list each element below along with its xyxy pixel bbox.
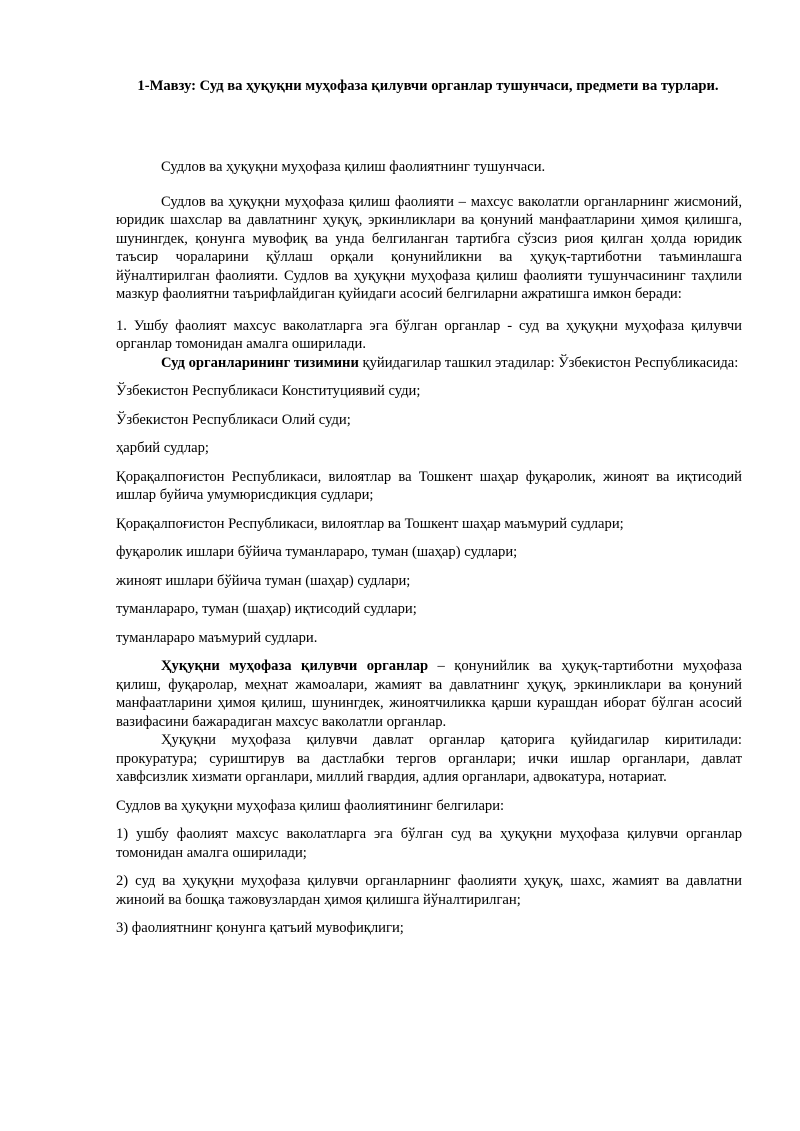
document-body (116, 158, 742, 938)
paragraph-courts-system (116, 354, 742, 373)
paragraph-state-bodies: Ҳуқуқни муҳофаза қилувчи давлат органлар қаторига қуйидагилар киритилади: прокуратура; суриштирув ва дастлабки тергов органлари; ички ишлар органлари, давлат хавфсизлик хизмати органлари, миллий гвардия, адлия органлари, адвокатура, нотариат. (116, 732, 742, 785)
feature-item: 3) фаолиятнинг қонунга қатъий мувофиқлиги; (116, 920, 404, 936)
features-heading: Судлов ва ҳуқуқни муҳофаза қилиш фаолиятининг белгилари: (116, 797, 505, 814)
paragraph-definition: Судлов ва ҳуқуқни муҳофаза қилиш фаолияти – махсус ваколатли органларнинг жисмоний, юридик шахслар ва давлатнинг ҳуқуқ, эркинликлари ва қонуний манфаатларини ҳимоя қилишга, шунингдек, қонунга мувофиқ ва унда белгиланган тартибга сўзсиз риоя қилган ҳолда юридик таъсир чораларини қўллаш орқали қонунийликни ва ҳуқуқ-тартиботни таъминлашга йўналтирилган фаолияти. Судлов ва ҳуқуқни муҳофаза қилиш фаолияти тушунчасининг таҳлили мазкур фаолиятни таърифлайдиган қуйидаги асосий белгиларни ажратишга имкон беради: (116, 193, 742, 302)
court-list-item: ҳарбий судлар; (116, 440, 209, 456)
law-enforcement-bold: Ҳуқуқни муҳофаза қилувчи органлар (161, 658, 429, 674)
paragraph-point-1: 1. Ушбу фаолият махсус ваколатларга эга бўлган органлар - суд ва ҳуқуқни муҳофаза қилувчи органлар томонидан амалга оширилади. (116, 317, 742, 352)
court-list-item: туманлараро, туман (шаҳар) иқтисодий судлари; (116, 601, 417, 617)
court-list-item: Ўзбекистон Республикаси Конституциявий суди; (116, 383, 421, 399)
paragraph-law-enforcement (116, 657, 742, 731)
court-list-item: жиноят ишлари бўйича туман (шаҳар) судлари; (116, 572, 411, 589)
court-list-item: Қорақалпоғистон Республикаси, вилоятлар ва Тошкент шаҳар фуқаролик, жиноят ва иқтисодий ишлар буйича умумюрисдикция судлари; (116, 468, 742, 503)
document-title: 1-Мавзу: Суд ва ҳуқуқни муҳофаза қилувчи органлар тушунчаси, предмети ва турлари. (137, 78, 719, 94)
court-list-item: фуқаролик ишлари бўйича туманлараро, туман (шаҳар) судлари; (116, 544, 518, 560)
court-list-item: туманлараро маъмурий судлари. (116, 629, 318, 646)
feature-item: 1) ушбу фаолият махсус ваколатларга эга бўлган суд ва ҳуқуқни муҳофаза қилувчи органлар томонидан амалга оширилади; (116, 826, 742, 861)
court-list-item: Қорақалпоғистон Республикаси, вилоятлар ва Тошкент шаҳар маъмурий судлари; (116, 515, 624, 532)
feature-item: 2) суд ва ҳуқуқни муҳофаза қилувчи органларнинг фаолияти ҳуқуқ, шахс, жамият ва давлатни жиноий ва бошқа тажовузлардан ҳимоя қилишга йўналтирилган; (116, 873, 742, 908)
courts-system-bold: Суд органларининг тизимини (161, 354, 359, 371)
courts-system-text: қуйидагилар ташкил этадилар: Ўзбекистон Республикасида: (358, 354, 739, 371)
law-enforcement-text: – қонунийлик ва ҳуқуқ-тартиботни муҳофаза қилиш, фуқаролар, меҳнат жамоалари, жамият ва давлатнинг ҳуқуқ, эркинликлари ва қонуний манфаатларини ҳимоя қилиш, шунингдек, жиноятчиликка қарши курашдан иборат бўлган асосий вазифасини бажарадиган махсус ваколатли органлар. (116, 658, 742, 730)
court-list-item: Ўзбекистон Республикаси Олий суди; (116, 411, 351, 428)
subheading: Судлов ва ҳуқуқни муҳофаза қилиш фаолиятнинг тушунчаси. (161, 159, 546, 175)
